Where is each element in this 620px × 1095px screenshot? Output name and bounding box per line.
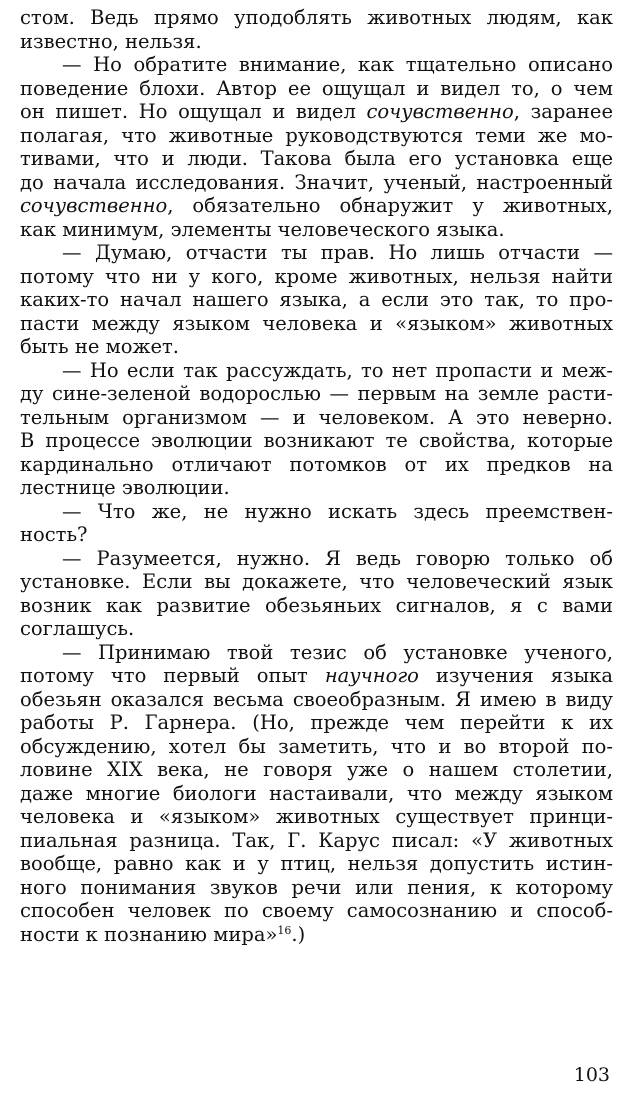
text-line	[20, 711, 613, 735]
text-line	[20, 77, 613, 101]
line-text: до начала исследования. Значит, ученый, настроенный	[20, 170, 613, 194]
page-number: 103	[573, 1064, 610, 1086]
text-line	[20, 641, 613, 665]
text-line	[20, 852, 613, 876]
line-text: пасти между языком человека и «языком» животных	[20, 311, 613, 335]
line-text: — Думаю, отчасти ты прав. Но лишь отчасти —	[62, 241, 613, 264]
line-text: соглашусь.	[20, 617, 135, 640]
italic-emphasis: сочувственно	[20, 194, 168, 217]
text-line	[20, 735, 613, 759]
text-line	[20, 899, 613, 923]
line-text: полагая, что животные руководствуются теми же мо-	[20, 123, 613, 147]
line-text: потому что ни у кого, кроме животных, нельзя найти	[20, 264, 613, 288]
text-line	[20, 406, 613, 430]
line-text: тельным организмом — и человеком. А это неверно.	[20, 405, 613, 429]
text-line	[20, 382, 613, 406]
text-line	[20, 523, 613, 547]
text-line	[20, 453, 613, 477]
line-text: обсуждению, хотел бы заметить, что и во второй по-	[20, 734, 613, 758]
text-line	[20, 147, 613, 171]
text-line	[20, 312, 613, 336]
text-line	[20, 288, 613, 312]
text-line	[20, 500, 613, 524]
text-line	[20, 124, 613, 148]
line-text: ность?	[20, 523, 88, 546]
text-line	[20, 6, 613, 30]
line-text: , заранее	[513, 100, 614, 123]
line-text: известно, нельзя.	[20, 29, 202, 53]
line-text: возник как развитие обезьяньих сигналов, я с вами	[20, 593, 613, 617]
line-text: — Разумеется, нужно. Я ведь говорю только об	[62, 546, 613, 570]
text-line	[20, 265, 613, 289]
line-text: установке. Если вы докажете, что человеческий язык	[20, 570, 613, 593]
text-line	[20, 359, 613, 383]
text-line	[20, 782, 613, 806]
text-line	[20, 923, 613, 947]
line-text: поведение блохи. Автор ее ощущал и видел то, о чем	[20, 76, 613, 100]
text-line	[20, 688, 613, 712]
text-line	[20, 617, 613, 641]
text-line	[20, 876, 613, 900]
text-line	[20, 194, 613, 218]
line-text: стом. Ведь прямо уподоблять животных людям, как	[20, 6, 613, 29]
line-text: человека и «языком» животных существует принци-	[20, 805, 613, 828]
line-text: способен человек по своему самосознанию и способ-	[20, 899, 613, 922]
line-text: ности к познанию мира»	[20, 922, 278, 946]
line-text: даже многие биологи настаивали, что между языком	[20, 781, 613, 805]
line-text: быть не может.	[20, 335, 179, 358]
line-text: обезьян оказался весьма своеобразным. Я имею в виду	[20, 687, 613, 711]
text-line	[20, 429, 613, 453]
line-text: изучения языка	[418, 664, 613, 687]
line-text: потому что первый опыт	[20, 664, 308, 687]
text-line	[20, 30, 613, 54]
line-text: , обязательно обнаружит у животных,	[167, 194, 613, 217]
text-line	[20, 805, 613, 829]
text-line	[20, 664, 613, 688]
line-text: — Но если так рассуждать, то нет пропасти и меж-	[62, 358, 613, 382]
text-line	[20, 218, 613, 242]
line-text: — Принимаю твой тезис об установке ученого,	[62, 640, 613, 664]
text-line	[20, 171, 613, 195]
text-line	[20, 547, 613, 571]
italic-emphasis: сочувственно	[366, 100, 514, 123]
line-text: работы Р. Гарнера. (Но, прежде чем перейти к их	[20, 711, 613, 734]
line-text: ловине XIX века, не говоря уже о нашем столетии,	[20, 758, 613, 781]
text-line	[20, 100, 613, 124]
line-text: — Но обратите внимание, как тщательно описано	[62, 53, 613, 76]
line-text: вообще, равно как и у птиц, нельзя допустить истин-	[20, 852, 613, 875]
line-text: .)	[291, 922, 306, 946]
text-line	[20, 241, 613, 265]
line-text: ду сине-зеленой водорослью — первым на земле расти-	[20, 382, 613, 405]
line-text: тивами, что и люди. Такова была его установка еще	[20, 147, 613, 170]
line-text: как минимум, элементы человеческого языка.	[20, 217, 505, 241]
line-text: лестнице эволюции.	[20, 476, 230, 499]
body-text	[20, 6, 613, 946]
line-text: он пишет. Но ощущал и видел	[20, 100, 356, 123]
line-text: ного понимания звуков речи или пения, к которому	[20, 875, 613, 899]
italic-emphasis: научного	[324, 664, 419, 687]
text-line	[20, 758, 613, 782]
line-text: пиальная разница. Так, Г. Карус писал: «У животных	[20, 828, 613, 852]
text-line	[20, 335, 613, 359]
line-text: кардинально отличают потомков от их предков на	[20, 452, 613, 476]
line-text: В процессе эволюции возникают те свойства, которые	[20, 429, 613, 452]
text-line	[20, 829, 613, 853]
text-line	[20, 570, 613, 594]
line-text: — Что же, не нужно искать здесь преемствен-	[62, 499, 613, 523]
line-text: каких-то начал нашего языка, а если это так, то про-	[20, 288, 613, 311]
footnote-marker: 16	[277, 923, 292, 937]
text-line	[20, 53, 613, 77]
text-line	[20, 476, 613, 500]
text-line	[20, 594, 613, 618]
